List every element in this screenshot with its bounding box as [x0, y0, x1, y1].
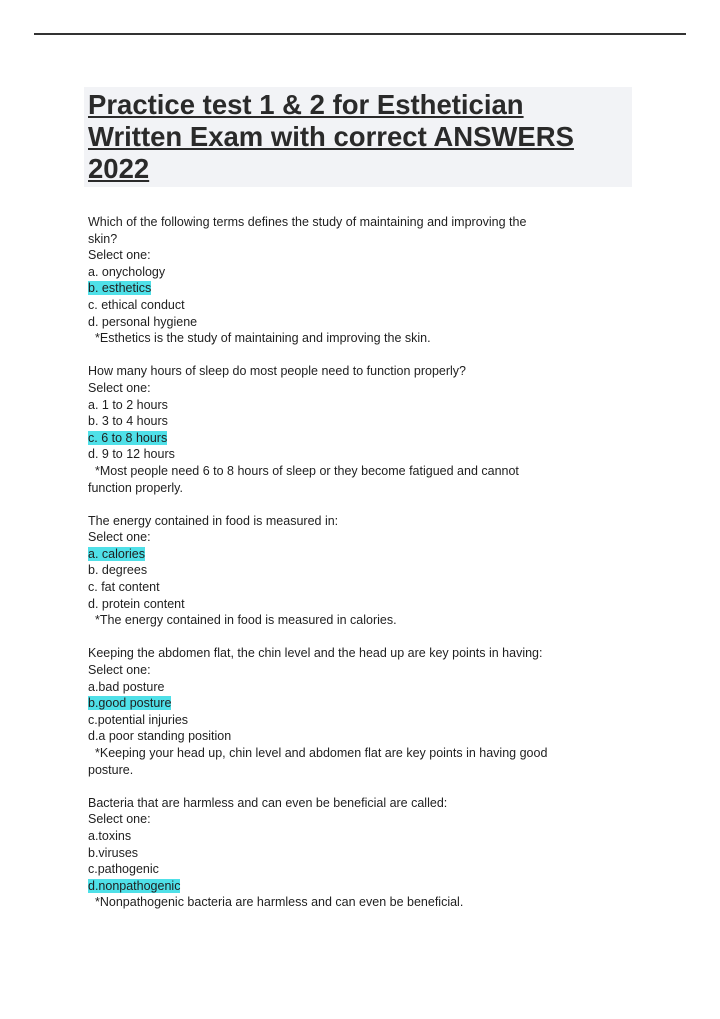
answer-option — [88, 446, 648, 463]
explanation — [88, 463, 648, 496]
answer-option — [88, 264, 648, 281]
answer-option — [88, 712, 648, 729]
question-line: The energy contained in food is measured in: — [88, 513, 339, 528]
explanation-line: *Keeping your head up, chin level and abdomen flat are key points in having good — [95, 746, 548, 760]
question-block — [88, 363, 648, 496]
answer-option-correct — [88, 430, 648, 447]
answer-text: d. personal hygiene — [88, 314, 198, 329]
question-line: skin? — [88, 231, 118, 246]
select-one-label: Select one: — [88, 663, 151, 678]
explanation-line: posture. — [88, 762, 134, 777]
answer-option-correct — [88, 280, 648, 297]
answer-text: a.toxins — [88, 828, 132, 843]
explanation-line: *Most people need 6 to 8 hours of sleep or they become fatigued and cannot — [95, 463, 519, 478]
answer-text: d. 9 to 12 hours — [88, 447, 175, 462]
explanation-line: *Esthetics is the study of maintaining and improving the skin. — [95, 331, 431, 346]
answer-option — [88, 297, 648, 314]
answer-text: a. 1 to 2 hours — [88, 397, 168, 412]
answer-text: c.potential injuries — [88, 712, 189, 727]
answer-option — [88, 562, 648, 579]
question-text — [88, 513, 648, 530]
highlighted-answer-text: b.good posture — [88, 696, 172, 711]
answer-text: c. ethical conduct — [88, 297, 185, 312]
question-text — [88, 645, 648, 662]
question-line: How many hours of sleep do most people need to function properly? — [88, 364, 467, 379]
select-one-label: Select one: — [88, 530, 151, 545]
question-block — [88, 645, 648, 778]
answer-text: c. fat content — [88, 580, 160, 595]
answer-text: d.a poor standing position — [88, 729, 232, 744]
answer-option — [88, 413, 648, 430]
question-line: Which of the following terms defines the study of maintaining and improving the — [88, 215, 527, 229]
answer-text: a.bad posture — [88, 679, 165, 694]
answer-option — [88, 596, 648, 613]
explanation — [88, 745, 648, 778]
select-one-label: Select one: — [88, 380, 151, 395]
answer-option — [88, 397, 648, 414]
answer-option-correct — [88, 546, 648, 563]
answer-text: b.viruses — [88, 845, 139, 860]
question-line: Bacteria that are harmless and can even be beneficial are called: — [88, 795, 448, 810]
question-block — [88, 214, 648, 347]
answer-text: d. protein content — [88, 596, 185, 611]
highlighted-answer-text: b. esthetics — [88, 281, 152, 296]
answer-option — [88, 728, 648, 745]
answer-text: a. onychology — [88, 264, 166, 279]
explanation — [88, 894, 648, 911]
page-title — [88, 89, 574, 185]
highlighted-answer-text: c. 6 to 8 hours — [88, 430, 168, 445]
answer-option — [88, 314, 648, 331]
select-one-label: Select one: — [88, 248, 151, 263]
highlighted-answer-text: d.nonpathogenic — [88, 878, 181, 893]
answer-text: c.pathogenic — [88, 862, 159, 877]
title-line: 2022 — [88, 153, 150, 184]
question-line: Keeping the abdomen flat, the chin level and the head up are key points in having: — [88, 646, 543, 661]
title-line: Written Exam with correct ANSWERS — [88, 121, 574, 152]
answer-text: b. degrees — [88, 563, 148, 578]
answer-option — [88, 828, 648, 845]
question-text — [88, 795, 648, 812]
answer-text: b. 3 to 4 hours — [88, 414, 168, 429]
title-line: Practice test 1 & 2 for Esthetician — [88, 89, 524, 120]
highlighted-answer-text: a. calories — [88, 546, 145, 561]
question-text — [88, 363, 648, 380]
explanation-line: *Nonpathogenic bacteria are harmless and can even be beneficial. — [95, 895, 464, 910]
answer-option — [88, 679, 648, 696]
explanation-line: *The energy contained in food is measured in calories. — [95, 613, 397, 628]
question-text — [88, 214, 648, 247]
answer-option-correct — [88, 878, 648, 895]
answer-option — [88, 845, 648, 862]
explanation-line: function properly. — [88, 480, 183, 495]
question-block — [88, 513, 648, 629]
explanation — [88, 612, 648, 629]
top-divider — [34, 33, 686, 35]
explanation — [88, 330, 648, 347]
answer-option — [88, 579, 648, 596]
question-list — [88, 214, 648, 928]
answer-option — [88, 861, 648, 878]
question-block — [88, 795, 648, 911]
select-one-label: Select one: — [88, 812, 151, 827]
answer-option-correct — [88, 695, 648, 712]
